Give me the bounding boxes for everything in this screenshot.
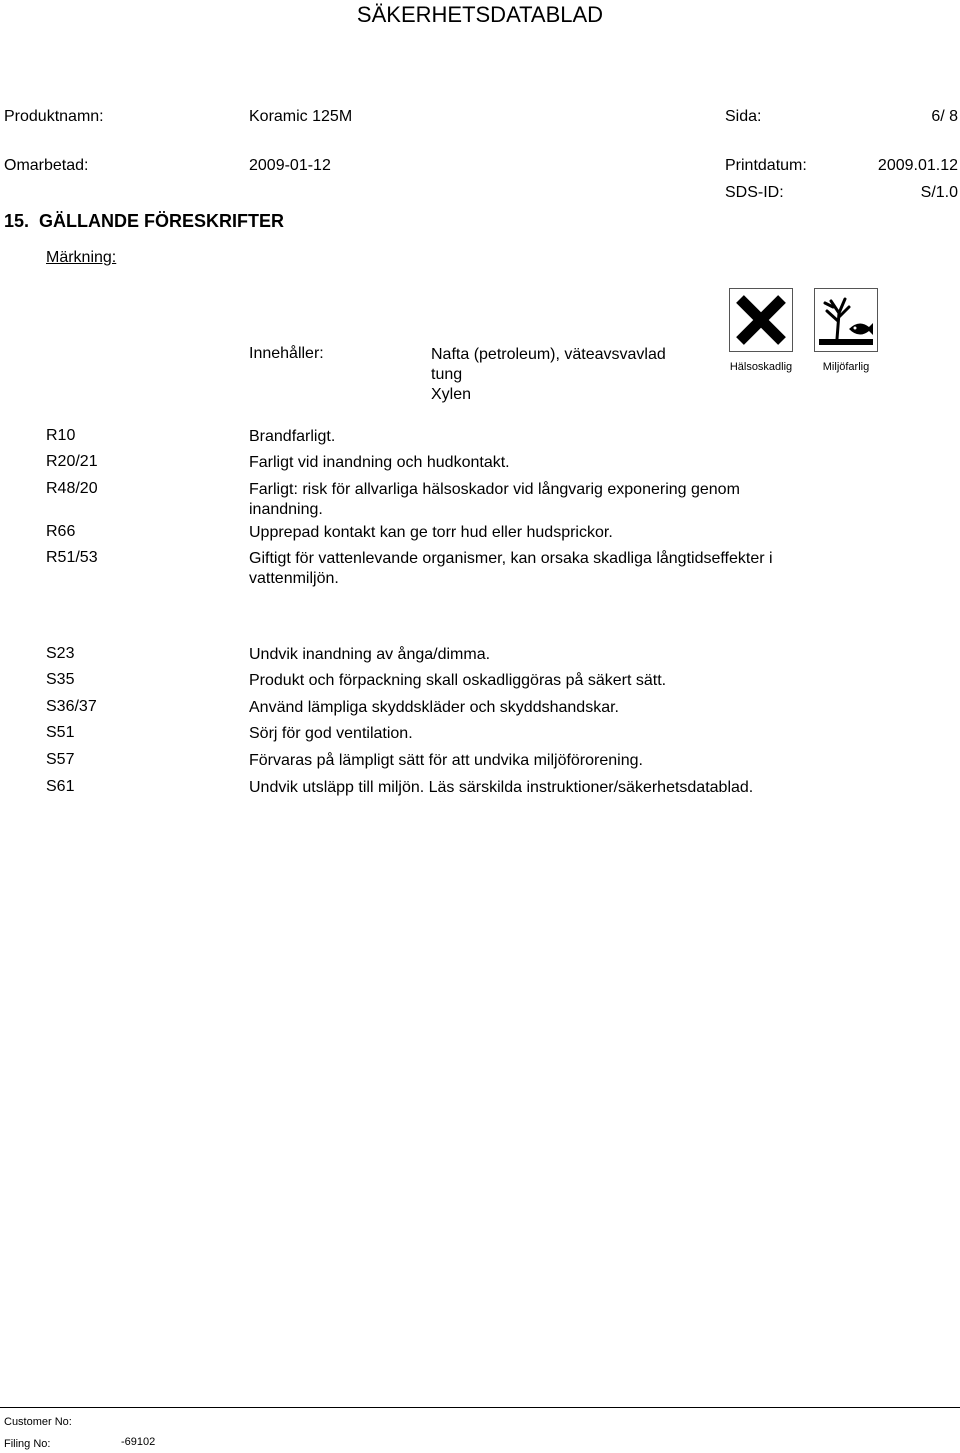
customer-no-label: Customer No: xyxy=(4,1416,72,1428)
s-phrase-code: S51 xyxy=(46,724,75,741)
sds-id-label: SDS-ID: xyxy=(725,184,784,201)
product-name-value: Koramic 125M xyxy=(249,108,353,125)
section-number: 15. xyxy=(4,211,30,231)
contains-item: Xylen xyxy=(431,386,472,403)
pictogram-caption: Miljöfarlig xyxy=(822,361,870,373)
r-phrase-code: R48/20 xyxy=(46,480,98,497)
harmful-x-icon xyxy=(729,288,793,352)
print-date-value: 2009.01.12 xyxy=(877,157,958,174)
labeling-label: Märkning: xyxy=(46,249,117,266)
footer-divider xyxy=(0,1407,960,1408)
print-date-label: Printdatum: xyxy=(725,157,807,174)
r-phrase-text: Farligt vid inandning och hudkontakt. xyxy=(249,454,510,471)
s-phrase-code: S23 xyxy=(46,645,75,662)
page-value: 6/ 8 xyxy=(931,108,958,125)
r-phrase-text: Upprepad kontakt kan ge torr hud eller hudsprickor. xyxy=(249,524,613,541)
s-phrase-text: Förvaras på lämpligt sätt för att undvika miljöförorening. xyxy=(249,752,643,769)
filing-no-label: Filing No: xyxy=(4,1438,51,1450)
section-heading xyxy=(4,211,284,232)
s-phrase-text: Undvik utsläpp till miljön. Läs särskilda instruktioner/säkerhetsdatablad. xyxy=(249,779,754,796)
pictogram-caption: Hälsoskadlig xyxy=(729,361,793,373)
document-title: SÄKERHETSDATABLAD xyxy=(356,2,604,27)
contains-list xyxy=(431,345,666,405)
s-phrase-text: Produkt och förpackning skall oskadliggöras på säkert sätt. xyxy=(249,672,667,689)
r-phrase-text: Brandfarligt. xyxy=(249,428,336,445)
s-phrase-code: S57 xyxy=(46,751,75,768)
section-title: GÄLLANDE FÖRESKRIFTER xyxy=(39,211,285,231)
page-label: Sida: xyxy=(725,108,762,125)
revised-label: Omarbetad: xyxy=(4,157,89,174)
r-phrase-code: R10 xyxy=(46,427,76,444)
revised-value: 2009-01-12 xyxy=(249,157,331,174)
s-phrase-text: Använd lämpliga skyddskläder och skyddshandskar. xyxy=(249,699,619,716)
filing-no-value: -69102 xyxy=(121,1436,156,1448)
r-phrase-code: R66 xyxy=(46,523,76,540)
s-phrase-text: Undvik inandning av ånga/dimma. xyxy=(249,646,491,663)
s-phrase-code: S61 xyxy=(46,778,75,795)
r-phrase-text: Farligt: risk för allvarliga hälsoskador vid långvarig exponering genom inandning. xyxy=(249,481,740,518)
r-phrase-code: R20/21 xyxy=(46,453,98,470)
s-phrase-code: S36/37 xyxy=(46,698,97,715)
environment-hazard-icon xyxy=(814,288,878,352)
s-phrase-text: Sörj för god ventilation. xyxy=(249,725,413,742)
s-phrase-code: S35 xyxy=(46,671,75,688)
sds-id-value: S/1.0 xyxy=(920,184,958,201)
contains-item: tung xyxy=(431,366,463,383)
product-name-label: Produktnamn: xyxy=(4,108,104,125)
r-phrase-text: Giftigt för vattenlevande organismer, kan orsaka skadliga långtidseffekter i vattenmiljön. xyxy=(249,550,773,587)
contains-item: Nafta (petroleum), väteavsvavlad xyxy=(431,346,666,363)
r-phrase-code: R51/53 xyxy=(46,549,98,566)
contains-label: Innehåller: xyxy=(249,345,324,362)
